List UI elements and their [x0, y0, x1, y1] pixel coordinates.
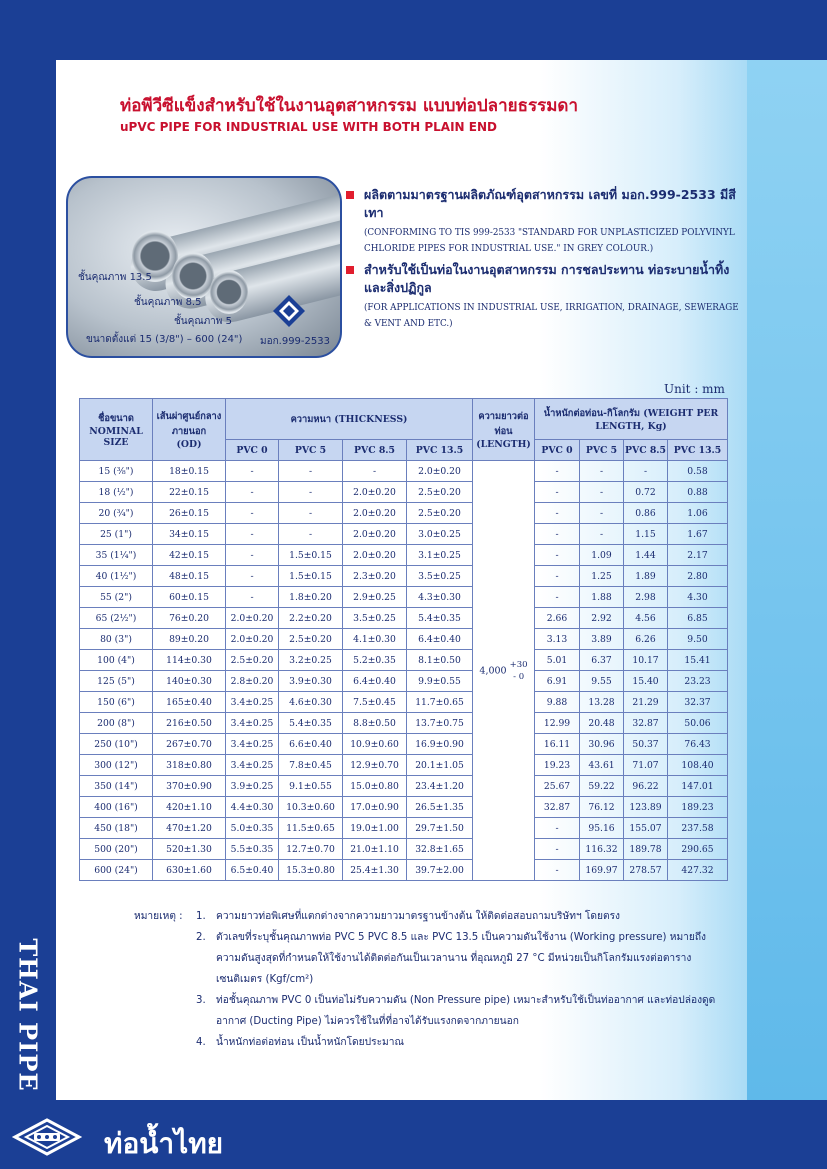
- table-cell: 400 (16"): [80, 797, 153, 818]
- table-cell: 450 (18"): [80, 818, 153, 839]
- table-cell: 100 (4"): [80, 650, 153, 671]
- table-cell: 29.7±1.50: [407, 818, 473, 839]
- table-cell: 11.5±0.65: [279, 818, 343, 839]
- table-cell: 9.55: [580, 671, 624, 692]
- table-cell: 147.01: [668, 776, 728, 797]
- table-cell: 6.4±0.40: [343, 671, 407, 692]
- table-row: [80, 650, 728, 671]
- table-row: [80, 482, 728, 503]
- table-cell: 200 (8"): [80, 713, 153, 734]
- table-cell: 7.8±0.45: [279, 755, 343, 776]
- table-cell: -: [226, 566, 279, 587]
- table-cell: 189.78: [624, 839, 668, 860]
- table-cell: -: [535, 482, 580, 503]
- table-cell: 4.4±0.30: [226, 797, 279, 818]
- table-cell: 12.9±0.70: [343, 755, 407, 776]
- table-cell: 2.0±0.20: [226, 629, 279, 650]
- header-class: PVC 0: [226, 440, 279, 461]
- header-length-en: (LENGTH): [476, 439, 531, 450]
- table-cell: 2.0±0.20: [343, 524, 407, 545]
- table-cell: 22±0.15: [153, 482, 226, 503]
- table-cell: 4.1±0.30: [343, 629, 407, 650]
- note-row: [134, 927, 734, 990]
- table-cell: 6.4±0.40: [407, 629, 473, 650]
- table-cell: 3.89: [580, 629, 624, 650]
- table-cell: -: [226, 587, 279, 608]
- table-cell: 80 (3"): [80, 629, 153, 650]
- table-cell: 25.67: [535, 776, 580, 797]
- table-row: [80, 629, 728, 650]
- table-cell: -: [226, 503, 279, 524]
- table-cell: 1.89: [624, 566, 668, 587]
- table-cell: 1.67: [668, 524, 728, 545]
- table-cell: 15.3±0.80: [279, 860, 343, 881]
- table-cell: 4.30: [668, 587, 728, 608]
- bullet-2-en: (FOR APPLICATIONS IN INDUSTRIAL USE, IRRIGATION, DRAINAGE, SEWERAGE & VENT AND ETC.): [364, 303, 739, 329]
- table-cell: -: [535, 503, 580, 524]
- table-cell: 600 (24"): [80, 860, 153, 881]
- table-cell: 65 (2½"): [80, 608, 153, 629]
- header-thickness: ความหนา (THICKNESS): [226, 399, 473, 440]
- table-cell: 4.3±0.30: [407, 587, 473, 608]
- table-cell: 13.28: [580, 692, 624, 713]
- note-num: 2.: [196, 932, 206, 943]
- table-cell: 250 (10"): [80, 734, 153, 755]
- note-text: ความยาวท่อพิเศษที่แตกต่างจากความยาวมาตรฐานข้างต้น ให้ติดต่อสอบถามบริษัทฯ โดยตรง: [216, 911, 621, 922]
- table-cell: 16.11: [535, 734, 580, 755]
- table-cell: 89±0.20: [153, 629, 226, 650]
- header-size-th: ชื่อขนาด: [98, 413, 134, 424]
- table-cell: 3.5±0.25: [343, 608, 407, 629]
- table-cell: 2.80: [668, 566, 728, 587]
- bullet-2-th: สำหรับใช้เป็นท่อในงานอุตสาหกรรม การชลประทาน ท่อระบายน้ำทิ้ง และสิ่งปฏิกูล: [344, 261, 744, 297]
- table-cell: 350 (14"): [80, 776, 153, 797]
- table-cell: 6.37: [580, 650, 624, 671]
- table-cell: 0.88: [668, 482, 728, 503]
- table-cell: 1.25: [580, 566, 624, 587]
- table-cell: 76±0.20: [153, 608, 226, 629]
- table-cell: 50.37: [624, 734, 668, 755]
- table-cell: -: [535, 587, 580, 608]
- table-cell: 1.06: [668, 503, 728, 524]
- table-cell: 0.72: [624, 482, 668, 503]
- header-class: PVC 5: [580, 440, 624, 461]
- table-cell: 1.44: [624, 545, 668, 566]
- table-cell: 6.91: [535, 671, 580, 692]
- table-cell: -: [580, 524, 624, 545]
- table-cell: 50.06: [668, 713, 728, 734]
- table-cell: 32.87: [535, 797, 580, 818]
- table-cell: 18 (½"): [80, 482, 153, 503]
- header-class: PVC 13.5: [668, 440, 728, 461]
- table-cell: 2.92: [580, 608, 624, 629]
- note-text: ท่อชั้นคุณภาพ PVC 0 เป็นท่อไม่รับความดัน (Non Pressure pipe) เหมาะสำหรับใช้เป็นท่ออากาศ และท่อปล่องดูดอากาศ (Ducting Pipe) ไม่ควรใช้ในที่ที่อาจได้รับแรงกดจากภายนอก: [216, 995, 716, 1027]
- table-cell: 9.50: [668, 629, 728, 650]
- table-cell: 35 (1¼"): [80, 545, 153, 566]
- table-cell: 6.5±0.40: [226, 860, 279, 881]
- table-cell: 3.4±0.25: [226, 692, 279, 713]
- length-tol-minus: - 0: [513, 671, 525, 682]
- table-cell: 2.98: [624, 587, 668, 608]
- table-cell: -: [279, 503, 343, 524]
- sidebar-brand: [2, 930, 54, 1100]
- table-row: [80, 797, 728, 818]
- table-cell: 2.66: [535, 608, 580, 629]
- table-cell: 420±1.10: [153, 797, 226, 818]
- label-size-range: ขนาดตั้งแต่ 15 (3/8") – 600 (24"): [86, 334, 243, 345]
- table-cell: 21.29: [624, 692, 668, 713]
- label-class-13-5: ชั้นคุณภาพ 13.5: [78, 272, 152, 283]
- pipe-photo: [66, 176, 342, 358]
- table-row: [80, 545, 728, 566]
- note-num: 1.: [196, 911, 206, 922]
- table-cell: -: [580, 482, 624, 503]
- notes-label: หมายเหตุ :: [134, 911, 183, 922]
- table-cell: 6.85: [668, 608, 728, 629]
- table-cell: 19.0±1.00: [343, 818, 407, 839]
- table-cell: 3.9±0.25: [226, 776, 279, 797]
- table-cell: 1.5±0.15: [279, 566, 343, 587]
- table-cell: 9.9±0.55: [407, 671, 473, 692]
- table-row: [80, 566, 728, 587]
- table-cell: 3.4±0.25: [226, 734, 279, 755]
- table-row: [80, 776, 728, 797]
- table-cell: 9.1±0.55: [279, 776, 343, 797]
- table-cell: 630±1.60: [153, 860, 226, 881]
- right-band: [747, 60, 827, 1100]
- table-cell: 5.4±0.35: [407, 608, 473, 629]
- tis-logo-icon: [272, 294, 306, 328]
- notes: [134, 906, 734, 1053]
- table-cell: 4.6±0.30: [279, 692, 343, 713]
- table-cell: -: [226, 461, 279, 482]
- table-row: [80, 734, 728, 755]
- table-cell: 5.01: [535, 650, 580, 671]
- table-cell: -: [580, 461, 624, 482]
- table-row: [80, 818, 728, 839]
- table-cell: 278.57: [624, 860, 668, 881]
- header-size-en: NOMINAL SIZE: [89, 426, 143, 448]
- table-cell: -: [535, 461, 580, 482]
- table-cell: 2.9±0.25: [343, 587, 407, 608]
- header-od-en: (OD): [176, 439, 202, 450]
- table-cell: 520±1.30: [153, 839, 226, 860]
- table-cell: -: [535, 839, 580, 860]
- table-row: [80, 524, 728, 545]
- table-cell: -: [279, 461, 343, 482]
- table-cell: -: [535, 524, 580, 545]
- table-cell: 39.7±2.00: [407, 860, 473, 881]
- page-title-th: ท่อพีวีซีแข็งสำหรับใช้ในงานอุตสาหกรรม แบบท่อปลายธรรมดา: [120, 96, 579, 116]
- table-cell: 8.1±0.50: [407, 650, 473, 671]
- table-cell: -: [535, 818, 580, 839]
- table-cell: 108.40: [668, 755, 728, 776]
- table-cell: -: [535, 566, 580, 587]
- table-cell: -: [226, 524, 279, 545]
- table-cell: 71.07: [624, 755, 668, 776]
- table-cell: 500 (20"): [80, 839, 153, 860]
- table-cell: 427.32: [668, 860, 728, 881]
- table-cell: -: [624, 461, 668, 482]
- table-cell: 0.58: [668, 461, 728, 482]
- table-cell: 3.2±0.25: [279, 650, 343, 671]
- table-cell: 300 (12"): [80, 755, 153, 776]
- table-cell: -: [279, 524, 343, 545]
- table-cell: 2.5±0.20: [279, 629, 343, 650]
- header-class: PVC 8.5: [343, 440, 407, 461]
- table-cell: 10.9±0.60: [343, 734, 407, 755]
- length-value: 4,000: [479, 665, 507, 676]
- table-cell: -: [279, 482, 343, 503]
- table-cell: 32.87: [624, 713, 668, 734]
- table-cell: -: [343, 461, 407, 482]
- table-cell: 59.22: [580, 776, 624, 797]
- length-cell: [473, 461, 535, 881]
- table-cell: 34±0.15: [153, 524, 226, 545]
- note-num: 3.: [196, 995, 206, 1006]
- table-cell: 25.4±1.30: [343, 860, 407, 881]
- table-cell: 16.9±0.90: [407, 734, 473, 755]
- label-tis: มอก.999-2533: [260, 336, 330, 347]
- table-row: [80, 692, 728, 713]
- table-cell: 17.0±0.90: [343, 797, 407, 818]
- table-cell: 189.23: [668, 797, 728, 818]
- table-cell: 2.17: [668, 545, 728, 566]
- table-cell: 10.3±0.60: [279, 797, 343, 818]
- table-cell: 3.1±0.25: [407, 545, 473, 566]
- table-cell: 15.41: [668, 650, 728, 671]
- table-cell: 15.0±0.80: [343, 776, 407, 797]
- table-cell: 32.37: [668, 692, 728, 713]
- page-title-en: uPVC PIPE FOR INDUSTRIAL USE WITH BOTH PLAIN END: [120, 120, 497, 134]
- table-cell: 20.48: [580, 713, 624, 734]
- table-cell: 76.12: [580, 797, 624, 818]
- table-cell: 42±0.15: [153, 545, 226, 566]
- table-cell: 10.17: [624, 650, 668, 671]
- table-cell: 125 (5"): [80, 671, 153, 692]
- table-cell: 21.0±1.10: [343, 839, 407, 860]
- table-row: [80, 860, 728, 881]
- table-cell: 150 (6"): [80, 692, 153, 713]
- table-cell: 23.4±1.20: [407, 776, 473, 797]
- table-cell: 15.40: [624, 671, 668, 692]
- table-cell: 11.7±0.65: [407, 692, 473, 713]
- table-cell: 15 (⅜"): [80, 461, 153, 482]
- table-cell: 96.22: [624, 776, 668, 797]
- thai-pipe-logo-icon: [12, 1117, 82, 1157]
- table-cell: 48±0.15: [153, 566, 226, 587]
- table-cell: 169.97: [580, 860, 624, 881]
- table-cell: 2.8±0.20: [226, 671, 279, 692]
- feature-bullets: [344, 186, 744, 336]
- table-cell: 32.8±1.65: [407, 839, 473, 860]
- table-cell: 13.7±0.75: [407, 713, 473, 734]
- table-cell: 40 (1½"): [80, 566, 153, 587]
- header-weight: น้ำหนักต่อท่อน-กิโลกรัม (WEIGHT PER LENGTH, Kg): [535, 399, 728, 440]
- pipe-end: [210, 270, 248, 314]
- header-length-th: ความยาวต่อท่อน: [478, 411, 529, 437]
- table-cell: 2.0±0.20: [343, 482, 407, 503]
- table-cell: 2.0±0.20: [226, 608, 279, 629]
- table-cell: 5.2±0.35: [343, 650, 407, 671]
- table-cell: 123.89: [624, 797, 668, 818]
- table-cell: 3.9±0.30: [279, 671, 343, 692]
- header-od-th: เส้นผ่าศูนย์กลางภายนอก: [156, 411, 222, 437]
- table-row: [80, 587, 728, 608]
- table-row: [80, 503, 728, 524]
- table-cell: 26±0.15: [153, 503, 226, 524]
- table-cell: 2.2±0.20: [279, 608, 343, 629]
- table-cell: 8.8±0.50: [343, 713, 407, 734]
- table-cell: 140±0.30: [153, 671, 226, 692]
- note-row: [134, 1032, 734, 1053]
- label-class-5: ชั้นคุณภาพ 5: [174, 316, 232, 327]
- table-cell: 26.5±1.35: [407, 797, 473, 818]
- header-class: PVC 0: [535, 440, 580, 461]
- table-cell: 370±0.90: [153, 776, 226, 797]
- table-cell: -: [535, 860, 580, 881]
- pipe-end: [172, 252, 214, 300]
- note-num: 4.: [196, 1037, 206, 1048]
- table-cell: 155.07: [624, 818, 668, 839]
- table-cell: 2.5±0.20: [226, 650, 279, 671]
- table-row: [80, 755, 728, 776]
- table-cell: 76.43: [668, 734, 728, 755]
- table-cell: 470±1.20: [153, 818, 226, 839]
- table-cell: 114±0.30: [153, 650, 226, 671]
- table-cell: -: [580, 503, 624, 524]
- header-size: [80, 399, 153, 461]
- table-cell: 5.0±0.35: [226, 818, 279, 839]
- table-cell: -: [535, 545, 580, 566]
- top-band: [56, 0, 827, 60]
- table-cell: 1.5±0.15: [279, 545, 343, 566]
- table-cell: 216±0.50: [153, 713, 226, 734]
- table-cell: 3.4±0.25: [226, 713, 279, 734]
- table-cell: 7.5±0.45: [343, 692, 407, 713]
- table-cell: 2.0±0.20: [407, 461, 473, 482]
- table-cell: 12.99: [535, 713, 580, 734]
- table-row: [80, 608, 728, 629]
- table-cell: 1.88: [580, 587, 624, 608]
- table-cell: 267±0.70: [153, 734, 226, 755]
- table-cell: 20.1±1.05: [407, 755, 473, 776]
- table-cell: 19.23: [535, 755, 580, 776]
- table-cell: 25 (1"): [80, 524, 153, 545]
- table-cell: 18±0.15: [153, 461, 226, 482]
- table-cell: 1.15: [624, 524, 668, 545]
- table-cell: 5.5±0.35: [226, 839, 279, 860]
- table-cell: 318±0.80: [153, 755, 226, 776]
- unit-label: Unit : mm: [664, 382, 725, 396]
- table-cell: 43.61: [580, 755, 624, 776]
- bullet-1-th: ผลิตตามมาตรฐานผลิตภัณฑ์อุตสาหกรรม เลขที่ มอก.999-2533 มีสีเทา: [344, 186, 744, 222]
- table-cell: 6.26: [624, 629, 668, 650]
- table-cell: -: [226, 482, 279, 503]
- sidebar-brand-text: THAI PIPE: [13, 938, 43, 1092]
- table-cell: 12.7±0.70: [279, 839, 343, 860]
- table-cell: 95.16: [580, 818, 624, 839]
- table-cell: 2.3±0.20: [343, 566, 407, 587]
- note-row: [134, 906, 734, 927]
- length-tol-plus: +30: [509, 659, 528, 670]
- note-row: [134, 990, 734, 1032]
- table-cell: 2.5±0.20: [407, 482, 473, 503]
- table-cell: 9.88: [535, 692, 580, 713]
- table-cell: 290.65: [668, 839, 728, 860]
- header-od: [153, 399, 226, 461]
- footer-brand: ท่อน้ำไทย: [104, 1127, 224, 1160]
- table-cell: 2.0±0.20: [343, 545, 407, 566]
- table-cell: 6.6±0.40: [279, 734, 343, 755]
- table-cell: 60±0.15: [153, 587, 226, 608]
- header-class: PVC 13.5: [407, 440, 473, 461]
- table-cell: 3.4±0.25: [226, 755, 279, 776]
- table-cell: 3.0±0.25: [407, 524, 473, 545]
- table-row: [80, 713, 728, 734]
- table-cell: 1.09: [580, 545, 624, 566]
- note-text: ตัวเลขที่ระบุชั้นคุณภาพท่อ PVC 5 PVC 8.5 และ PVC 13.5 เป็นความดันใช้งาน (Working pressure) หมายถึง ความดันสูงสุดที่กำหนดให้ใช้งานได้ติดต่อกันเป็นเวลานาน ที่อุณหภูมิ 27 °C มีหน่วยเป็นกิโลกรัมแรงต่อตารางเซนติเมตร (Kgf/cm²): [216, 932, 707, 985]
- table-cell: 2.5±0.20: [407, 503, 473, 524]
- table-cell: 5.4±0.35: [279, 713, 343, 734]
- table-cell: 165±0.40: [153, 692, 226, 713]
- table-cell: 55 (2"): [80, 587, 153, 608]
- table-cell: 3.5±0.25: [407, 566, 473, 587]
- spec-table: [79, 398, 728, 881]
- spec-table-body: [80, 461, 728, 881]
- table-cell: 2.0±0.20: [343, 503, 407, 524]
- table-cell: 23.23: [668, 671, 728, 692]
- table-row: [80, 461, 728, 482]
- note-text: น้ำหนักท่อต่อท่อน เป็นน้ำหนักโดยประมาณ: [216, 1037, 404, 1048]
- table-cell: 30.96: [580, 734, 624, 755]
- header-class: PVC 5: [279, 440, 343, 461]
- label-class-8-5: ชั้นคุณภาพ 8.5: [134, 297, 202, 308]
- table-cell: 116.32: [580, 839, 624, 860]
- table-cell: 4.56: [624, 608, 668, 629]
- table-row: [80, 671, 728, 692]
- table-cell: 20 (¾"): [80, 503, 153, 524]
- bullet-1-en: (CONFORMING TO TIS 999-2533 "STANDARD FOR UNPLASTICIZED POLYVINYL CHLORIDE PIPES FOR INDUSTRIAL USE." IN GREY COLOUR.): [364, 228, 735, 254]
- table-cell: 3.13: [535, 629, 580, 650]
- table-row: [80, 839, 728, 860]
- table-cell: 237.58: [668, 818, 728, 839]
- table-cell: 0.86: [624, 503, 668, 524]
- table-cell: -: [226, 545, 279, 566]
- header-class: PVC 8.5: [624, 440, 668, 461]
- header-length: [473, 399, 535, 461]
- table-cell: 1.8±0.20: [279, 587, 343, 608]
